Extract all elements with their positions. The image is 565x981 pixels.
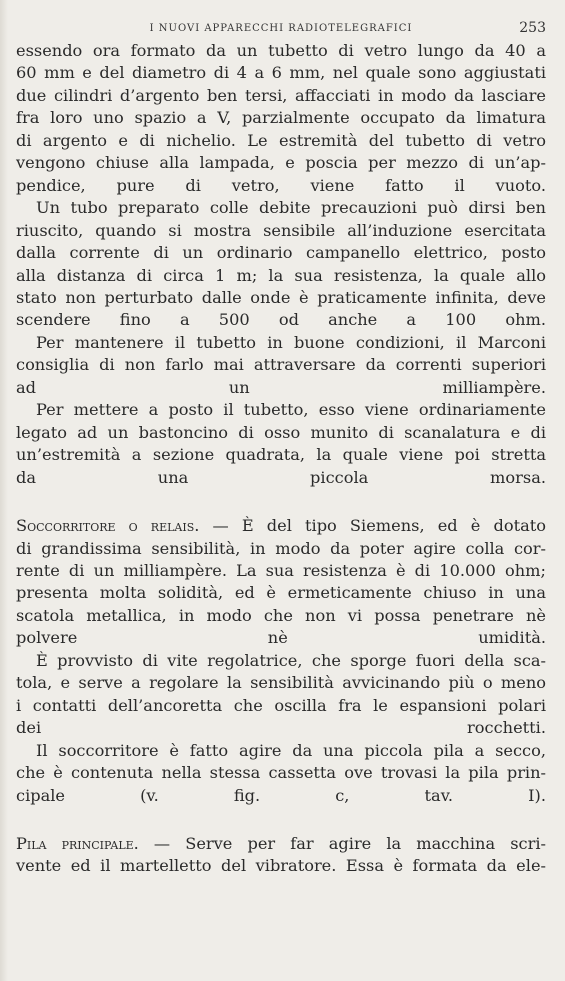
text-line: che è contenuta nella stessa cassetta ove trovasi la pila prin-: [16, 763, 546, 783]
text-line: tola, e serve a regolare la sensibilità avvicinando più o meno: [16, 673, 546, 693]
text-line: polvere nè umidità.: [16, 628, 546, 648]
paragraph-main-battery: [16, 833, 546, 878]
paragraph-tube-sensitivity: [16, 197, 546, 332]
text-line: consiglia di non farlo mai attraversare da correnti superiori: [16, 355, 546, 375]
section-gap: [16, 489, 546, 515]
text-line: un’estremità a sezione quadrata, la quale viene poi stretta: [16, 445, 546, 465]
text-line: scendere fino a 500 od anche a 100 ohm.: [16, 310, 546, 330]
body-text: [16, 40, 546, 878]
text-line: i contatti dell’ancoretta che oscilla fra le espansioni polari: [16, 695, 546, 715]
text-line: vente ed il martelletto del vibratore. Essa è formata da ele-: [16, 856, 546, 876]
text-line: [16, 515, 546, 537]
running-title: I NUOVI APPARECCHI RADIOTELEGRAFICI: [149, 23, 413, 34]
text-line: pendice, pure di vetro, viene fatto il vuoto.: [16, 175, 546, 195]
paragraph-relay-screw: [16, 650, 546, 740]
text-line: dalla corrente di un ordinario campanello elettrico, posto: [16, 243, 546, 263]
page-number: 253: [519, 20, 546, 36]
text-line: vengono chiuse alla lampada, e poscia per mezzo di un’ap-: [16, 153, 546, 173]
text-line: due cilindri d’argento ben tersi, affacciati in modo da lasciare: [16, 85, 546, 105]
text-line: presenta molta solidità, ed è ermeticamente chiuso in una: [16, 583, 546, 603]
text-line: legato ad un bastoncino di osso munito di scanalatura e di: [16, 422, 546, 442]
text-line: 60 mm e del diametro di 4 a 6 mm, nel quale sono aggiustati: [16, 63, 546, 83]
section-gap: [16, 807, 546, 833]
text-line: ad un milliampère.: [16, 377, 546, 397]
text-line: Il soccorritore è fatto agire da una piccola pila a secco,: [36, 740, 546, 760]
text-line: Per mantenere il tubetto in buone condizioni, il Marconi: [36, 332, 546, 352]
paragraph-relay-battery: [16, 740, 546, 807]
text-line: di grandissima sensibilità, in modo da poter agire colla cor-: [16, 538, 546, 558]
text-line: di argento e di nichelio. Le estremità del tubetto di vetro: [16, 130, 546, 150]
text-line: essendo ora formato da un tubetto di vetro lungo da 40 a: [16, 41, 546, 60]
text-line: È provvisto di vite regolatrice, che sporge fuori della sca-: [36, 650, 546, 670]
text-line: riuscito, quando si mostra sensibile all’induzione esercitata: [16, 220, 546, 240]
text-line: da una piccola morsa.: [16, 467, 546, 487]
paragraph-relay: [16, 515, 546, 650]
text-line: rente di un milliampère. La sua resistenza è di 10.000 ohm;: [16, 560, 546, 580]
paragraph-tube-description: [16, 40, 546, 197]
text-fragment: — Serve per far agire la macchina scri-: [138, 833, 546, 853]
text-line: fra loro uno spazio a V, parzialmente occupato da limatura: [16, 108, 546, 128]
text-line: scatola metallica, in modo che non vi possa penetrare nè: [16, 605, 546, 625]
text-line: Un tubo preparato colle debite precauzioni può dirsi ben: [36, 198, 546, 218]
text-line: cipale (v. fig. c, tav. I).: [16, 785, 546, 805]
section-heading-main-battery: Pila principale.: [16, 833, 139, 853]
text-line: dei rocchetti.: [16, 718, 546, 738]
paragraph-tube-mounting: [16, 399, 546, 489]
text-line: [16, 833, 546, 855]
text-line: stato non perturbato dalle onde è praticamente infinita, deve: [16, 287, 546, 307]
paper-edge-shadow: [0, 0, 8, 981]
paragraph-tube-maintenance: [16, 332, 546, 399]
page-header: [16, 0, 546, 40]
text-line: alla distanza di circa 1 m; la sua resistenza, la quale allo: [16, 265, 546, 285]
text-fragment: — È del tipo Siemens, ed è dotato: [199, 516, 546, 536]
book-page: [16, 0, 546, 981]
text-line: Per mettere a posto il tubetto, esso viene ordinariamente: [36, 400, 546, 420]
section-heading-relay: Soccorritore o relais.: [16, 516, 200, 536]
